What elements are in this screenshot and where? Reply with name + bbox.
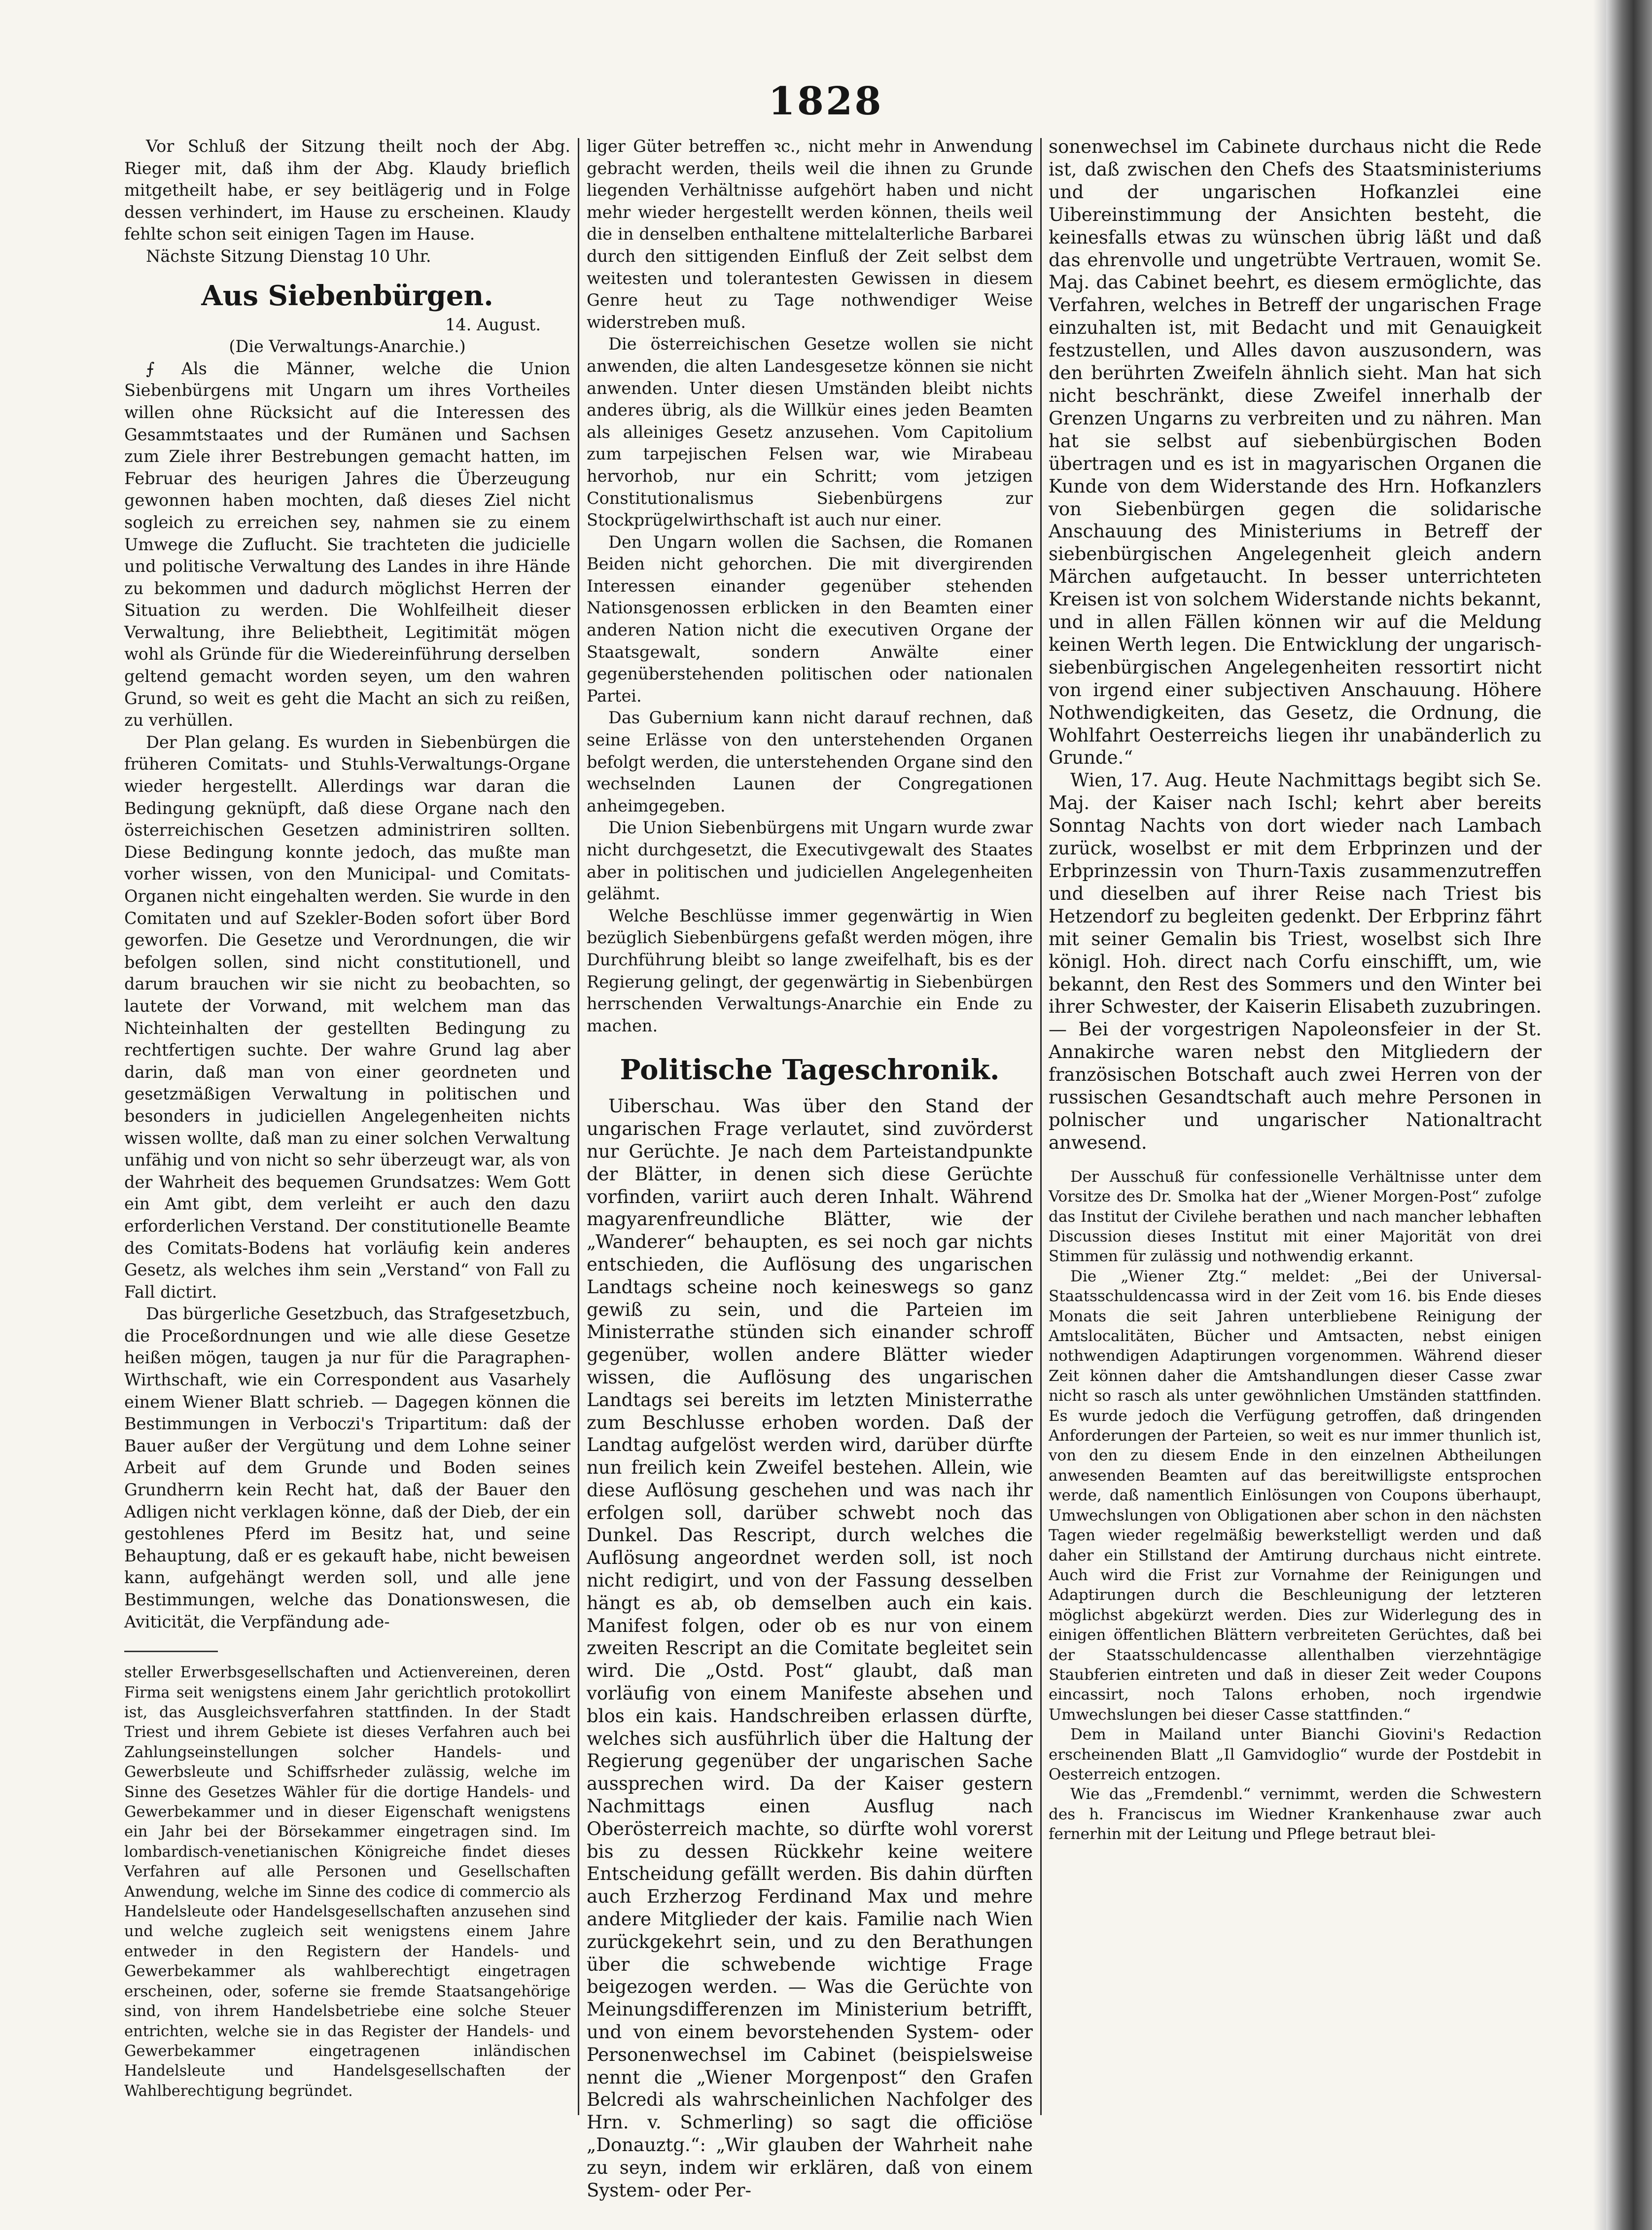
article-paragraph: Vor Schluß der Sitzung theilt noch der Abg. Rieger mit, daß ihm der Abg. Klaudy brieflich mitgetheilt habe, er sey beitlägerig und in Folge dessen verhindert, im Hause zu erscheinen. Klaudy fehlte schon seit einigen Tagen im Hause.: [124, 137, 570, 244]
article-paragraph: liger Güter betreffen ꝛc., nicht mehr in Anwendung gebracht werden, theils weil die ihnen zu Grunde liegenden Verhältnisse aufgehört haben und nicht mehr wieder hergestellt werden können, theils weil die in denselben enthaltene mittelalterliche Barbarei durch den sittigenden Einfluß der Zeit selbst dem weitesten und tolerantesten Gewissen in diesem Genre heut zu Tage nothwendiger Weise widerstreben muß.: [587, 137, 1033, 332]
article-paragraph: Dem in Mailand unter Bianchi Giovini's Redaction erscheinenden Blatt „Il Gamvidoglio“ wurde der Postdebit in Oesterreich entzogen.: [1049, 1726, 1542, 1783]
article-paragraph: Wie das „Fremdenbl.“ vernimmt, werden die Schwestern des h. Franciscus im Wiedner Krankenhause zwar auch fernerhin mit der Leitung und Pflege betraut blei-: [1049, 1785, 1542, 1843]
article-paragraph: Nächste Sitzung Dienstag 10 Uhr.: [146, 246, 431, 266]
section-heading: Aus Siebenbürgen.: [201, 279, 493, 312]
footnote-divider: [124, 1651, 218, 1652]
column-1: [124, 136, 570, 2101]
article-paragraph: Welche Beschlüsse immer gegenwärtig in Wien bezüglich Siebenbürgens gefaßt werden mögen, ihre Durchführung bleibt so lange zweifelhaft, bis es der Regierung gelingt, der gegenwärtig in Siebenbürgen herrschenden Verwaltungs-Anarchie ein Ende zu machen.: [587, 906, 1033, 1035]
column-3: [1049, 136, 1542, 1844]
article-paragraph: Uiberschau. Was über den Stand der ungarischen Frage verlautet, sind zuvörderst nur Gerüchte. Je nach dem Parteistandpunkte der Blätter, in denen sich diese Gerüchte vorfinden, variirt auch deren Inhalt. Während magyarenfreundliche Blätter, wie der „Wanderer“ behaupten, es sei noch gar nichts entschieden, die Auflösung des ungarischen Landtags scheine noch keineswegs so ganz gewiß zu sein, und die Parteien im Ministerrathe stünden sich einander schroff gegenüber, wollen andere Blätter wieder wissen, die Auflösung des ungarischen Landtags sei bereits im letzten Ministerrathe zum Beschlusse erhoben worden. Daß der Landtag aufgelöst werden wird, darüber dürfte nun freilich kein Zweifel bestehen. Allein, wie diese Auflösung geschehen und was nach ihr erfolgen soll, darüber schwebt noch das Dunkel. Das Rescript, durch welches die Auflösung angeordnet werden soll, ist noch nicht redigirt, und von der Fassung desselben hängt es ab, ob demselben auch ein kais. Manifest folgen, oder ob es nur von einem zweiten Rescript an die Comitate begleitet sein wird. Die „Ostd. Post“ glaubt, daß man vorläufig von einem Manifeste absehen und blos ein kais. Handschreiben erlassen dürfte, welches sich ausführlich über die Haltung der Regierung gegenüber der ungarischen Sache aussprechen wird. Da der Kaiser gestern Nachmittags einen Ausflug nach Oberösterreich machte, so dürfte wohl vorerst bis zu dessen Rückkehr keine weitere Entscheidung gefällt werden. Bis dahin dürften auch Erzherzog Ferdinand Max und mehre andere Mitglieder der kais. Familie nach Wien zurückgekehrt sein, und zu den Berathungen über die schwebende wichtige Frage beigezogen werden. — Was die Gerüchte von Meinungsdifferenzen im Ministerium betrifft, und von einem bevorstehenden System- oder Personenwechsel im Cabinet (beispielsweise nennt die „Wiener Morgenpost“ den Grafen Belcredi als wahrscheinlichen Nachfolger des Hrn. v. Schmerling) so sagt die officiöse „Donauztg.“: „Wir glauben der Wahrheit nahe zu seyn, indem wir erklären, daß von einem System- oder Per-: [587, 1096, 1033, 2201]
footnote-text: steller Erwerbsgesellschaften und Actienvereinen, deren Firma seit wenigstens einem Jahr gerichtlich protokollirt ist, das Ausgleichsverfahren stattfinden. In der Stadt Triest und ihrem Gebiete ist dieses Verfahren auch bei Zahlungseinstellungen solcher Handels- und Gewerbsleute und Schiffsrheder zulässig, welche im Sinne des Gesetzes Wähler für die dortige Handels- und Gewerbekammer und in dieser Eigenschaft wenigstens ein Jahr bei der Börsekammer eingetragen sind. Im lombardisch-venetianischen Königreiche findet dieses Verfahren auf alle Personen und Gesellschaften Anwendung, welche im Sinne des codice di commercio als Handelsleute oder Handelsgesellschaften anzusehen sind und welche zugleich seit wenigstens einem Jahre entweder in den Registern der Handels- und Gewerbekammer als wahlberechtigt eingetragen erscheinen, oder, soferne sie fremde Staatsangehörige sind, von ihrem Handelsbetriebe eine solche Steuer entrichten, welche sie in das Register der Handels- und Gewerbekammer eingetragenen inländischen Handelsleute und Handelsgesellschaften der Wahlberechtigung begründet.: [124, 1664, 570, 2100]
page-number: 1828: [768, 79, 883, 124]
scan-border: [1606, 0, 1652, 2230]
article-subheading: (Die Verwaltungs-Anarchie.): [229, 337, 466, 356]
article-paragraph: Die „Wiener Ztg.“ meldet: „Bei der Universal-Staatsschuldencassa wird in der Zeit vom 16. bis Ende dieses Monats die seit Jahren unterbliebene Reinigung der Amtslocalitäten, Bücher und Amtsacten, nebst einigen nothwendigen Adaptirungen vorgenommen. Während dieser Zeit können daher die Amtshandlungen dieser Casse zwar nicht so rasch als unter gewöhnlichen Umständen stattfinden. Es wurde jedoch die Verfügung getroffen, daß dringenden Anforderungen der Parteien, so weit es nur immer thunlich ist, von den zu diesem Ende in den einzelnen Abtheilungen anwesenden Beamten auf das bereitwilligste entsprochen werde, daß namentlich Einlösungen von Coupons überhaupt, Umwechslungen von Obligationen aber schon in den nächsten Tagen wieder regelmäßig bewerkstelligt werden und daß daher ein Stillstand der Amtirung durchaus nicht eintrete. Auch wird die Frist zur Vornahme der Reinigungen und Adaptirungen durch die Beschleunigung der letzteren möglichst abgekürzt werden. Dies zur Widerlegung des in einigen öffentlichen Blättern verbreiteten Gerüchtes, daß bei der Staatsschuldencasse allenthalben vierzehntägige Staubferien eintreten und daß in dieser Zeit weder Coupons eincassirt, noch Talons erhoben, noch irgendwie Umwechslungen bei dieser Casse stattfinden.“: [1049, 1267, 1542, 1724]
column-2: [587, 136, 1033, 2201]
article-paragraph: ⨍ Als die Männer, welche die Union Siebenbürgens mit Ungarn um ihres Vortheiles willen ohne Rücksicht auf die Interessen des Gesammtstaates und der Rumänen und Sachsen zum Ziele ihrer Bestrebungen gemacht hatten, im Februar des heurigen Jahres die Überzeugung gewonnen haben mochten, daß dieses Ziel nicht sogleich zu erreichen sey, nahmen sie zu einem Umwege die Zuflucht. Sie trachteten die judicielle und politische Verwaltung des Landes in ihre Hände zu bekommen und dadurch möglichst Herren der Situation zu werden. Die Wohlfeilheit dieser Verwaltung, ihre Beliebtheit, Legitimität mögen wohl als Gründe für die Wiedereinführung derselben geltend gemacht worden seyen, um den wahren Grund, so weit es geht die Macht an sich zu reißen, zu verhüllen.: [124, 358, 570, 730]
article-paragraph: Das Gubernium kann nicht darauf rechnen, daß seine Erlässe von den unterstehenden Organen befolgt werden, die unterstehenden Organe sind den wechselnden Launen der Congregationen anheimgegeben.: [587, 708, 1033, 815]
dateline: 14. August.: [445, 315, 541, 334]
section-heading: Politische Tageschronik.: [620, 1054, 1000, 1087]
column-rule-left: [578, 138, 579, 2115]
article-paragraph: Der Plan gelang. Es wurden in Siebenbürgen die früheren Comitats- und Stuhls-Verwaltungs-Organe wieder hergestellt. Allerdings war daran die Bedingung geknüpft, daß diese Organe nach den österreichischen Gesetzen administriren sollten. Diese Bedingung konnte jedoch, das mußte man vorher wissen, von den Municipal- und Comitats-Organen nicht eingehalten werden. Sie wurde in den Comitaten und auf Szekler-Boden sofort über Bord geworfen. Die Gesetze und Verordnungen, die wir befolgen sollen, sind nicht constitutionell, und darum brauchen wir sie nicht zu beobachten, so lautete der Vorwand, mit welchem man das Nichteinhalten der gestellten Bedingung zu rechtfertigen suchte. Der wahre Grund lag aber darin, daß man von einer geordneten und gesetzmäßigen Verwaltung in politischen und besonders in judiciellen Angelegenheiten nichts wissen wollte, daß man zu einer solchen Verwaltung unfähig und von nicht so sehr überzeugt war, als von der Wahrheit des bequemen Grundsatzes: Wem Gott ein Amt gibt, dem verleiht er auch den dazu erforderlichen Verstand. Der constitutionelle Beamte des Comitats-Bodens hat vorläufig kein anderes Gesetz, als welches ihm sein „Verstand“ von Fall zu Fall dictirt.: [124, 732, 570, 1302]
article-paragraph: Die österreichischen Gesetze wollen sie nicht anwenden, die alten Landesgesetze können sie nicht anwenden. Unter diesen Umständen bleibt nichts anderes übrig, als die Willkür eines jeden Beamten als alleiniges Gesetz anzusehen. Vom Capitolium zum tarpejischen Felsen war, wie Mirabeau hervorhob, nur ein Schritt; vom jetzigen Constitutionalismus Siebenbürgens zur Stockprügelwirthschaft ist auch nur einer.: [587, 334, 1033, 530]
article-paragraph: Den Ungarn wollen die Sachsen, die Romanen Beiden nicht gehorchen. Die mit divergirenden Interessen einander gegenüber stehenden Nationsgenossen erblicken in den Beamten einer anderen Nation nicht die executiven Organe der Staatsgewalt, sondern Anwälte einer gegenüberstehenden politischen oder nationalen Partei.: [587, 532, 1033, 706]
column-rule-right: [1040, 138, 1042, 2115]
article-paragraph: Das bürgerliche Gesetzbuch, das Strafgesetzbuch, die Proceßordnungen und wie alle diese Gesetze heißen mögen, taugen ja nur für die Paragraphen-Wirthschaft, wie ein Correspondent aus Vasarhely einem Wiener Blatt schrieb. — Dagegen können die Bestimmungen in Verboczi's Tripartitum: daß der Bauer außer der Vergütung und dem Lohne seiner Arbeit auf dem Grunde und Boden seines Grundherrn kein Recht hat, daß der Bauer den Adligen nicht verklagen könne, daß der Dieb, der ein gestohlenes Pferd im Besitz hat, und seine Behauptung, daß er es gekauft habe, nicht beweisen kann, aufgehängt werden soll, und alle jene Bestimmungen, welche das Donationswesen, die Aviticität, die Verpfändung ade-: [124, 1304, 570, 1631]
article-paragraph: Die Union Siebenbürgens mit Ungarn wurde zwar nicht durchgesetzt, die Executivgewalt des Staates aber in politischen und judiciellen Angelegenheiten gelähmt.: [587, 818, 1033, 904]
scan-shadow: [1593, 0, 1606, 2230]
article-paragraph: Der Ausschuß für confessionelle Verhältnisse unter dem Vorsitze des Dr. Smolka hat der „Wiener Morgen-Post“ zufolge das Institut der Civilehe berathen und nach mancher lebhaften Discussion dieses Institut mit einer Majorität von drei Stimmen für zulässig und nothwendig erkannt.: [1049, 1168, 1542, 1266]
article-paragraph: Wien, 17. Aug. Heute Nachmittags begibt sich Se. Maj. der Kaiser nach Ischl; kehrt aber bereits Sonntag Nachts von dort wieder nach Lambach zurück, woselbst er mit dem Erbprinzen und der Erbprinzessin von Thurn-Taxis zusammenzutreffen und dieselben auf ihrer Reise nach Triest bis Hetzendorf zu begleiten gedenkt. Der Erbprinz fährt mit seiner Gemalin bis Triest, woselbst sich Ihre königl. Hoh. direct nach Corfu einschifft, um, wie bekannt, den Rest des Sommers und den Winter bei ihrer Schwester, der Kaiserin Elisabeth zuzubringen. — Bei der vorgestrigen Napoleonsfeier in der St. Annakirche waren nebst den Mitgliedern der französischen Botschaft auch zwei Herren von der russischen Gesandtschaft auch mehre Personen in polnischer und ungarischer Nationaltracht anwesend.: [1049, 770, 1542, 1153]
spacer: [1049, 1154, 1542, 1167]
article-paragraph: sonenwechsel im Cabinete durchaus nicht die Rede ist, daß zwischen den Chefs des Staatsministeriums und der ungarischen Hofkanzlei eine Uibereinstimmung der Ansichten besteht, die keinesfalls etwas zu wünschen übrig läßt und daß das ehrenvolle und ungetrübte Vertrauen, womit Se. Maj. das Cabinet beehrt, es diesem ermöglichte, das Verfahren, welches in Betreff der ungarischen Frage einzuhalten ist, mit Bedacht und mit Genauigkeit festzustellen, und Alles davon auszusondern, was den berührten Zweifeln ähnlich sieht. Man hat sich nicht beschränkt, diese Zweifel innerhalb der Grenzen Ungarns zu verbreiten und zu nähren. Man hat sie selbst auf siebenbürgischen Boden übertragen und es ist in magyarischen Organen die Kunde von dem Widerstande des Hrn. Hofkanzlers von Siebenbürgen gegen die solidarische Anschauung des Ministeriums in Betreff der siebenbürgischen Angelegenheit gleich andern Märchen aufgetaucht. In besser unterrichteten Kreisen ist von solchem Widerstande nichts bekannt, und in allen Fällen können wir auf die Meldung keinen Werth legen. Die Entwicklung der ungarisch-siebenbürgischen Angelegenheiten ressortirt nicht von irgend einer subjectiven Anschauung. Höhere Nothwendigkeiten, das Gesetz, die Ordnung, die Wohlfahrt Oesterreichs liegen ihr unabänderlich zu Grunde.“: [1049, 136, 1542, 769]
